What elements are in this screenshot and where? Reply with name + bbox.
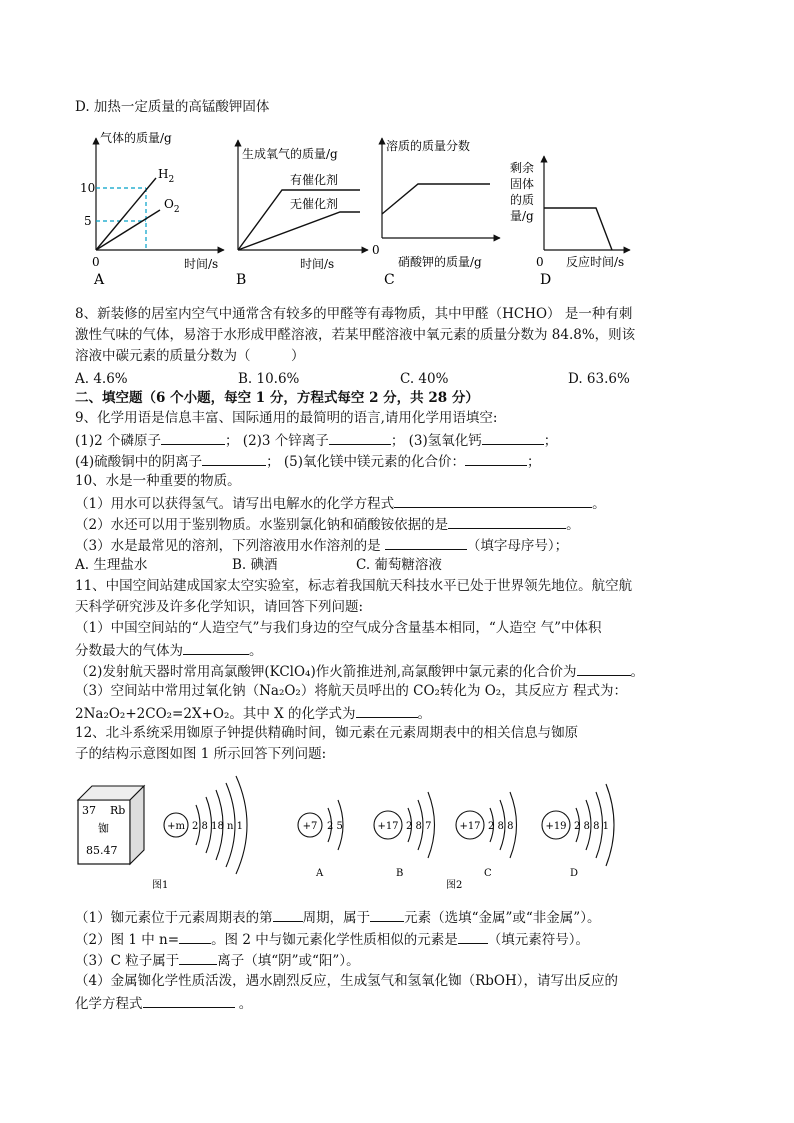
q12-a1b-text: 周期，属于 — [302, 910, 371, 926]
graph-a-tick-10: 10 — [80, 181, 96, 195]
q10-part-1: （1）用水可以获得氢气。请写出电解水的化学方程式 — [75, 496, 395, 512]
q12-a5-text: 化学方程式 — [75, 996, 143, 1012]
q9-line-2 — [75, 430, 557, 450]
q10-part-3-end: （填字母序号）； — [466, 538, 569, 554]
rb-element-tile — [78, 786, 144, 864]
q12-answer-5 — [75, 993, 252, 1013]
q12-blank-4[interactable] — [458, 929, 488, 944]
graph-a-h2-label: $H_2$ — [158, 167, 175, 185]
graph-c — [372, 138, 500, 288]
atom-d-nucleus: +19 — [545, 821, 567, 832]
q8-option-a: A. 4.6% — [75, 371, 128, 387]
atom-a-label: A — [316, 868, 324, 879]
q12-figures — [0, 770, 794, 890]
atom-c-nucleus: +17 — [459, 821, 481, 832]
q9-part-2: ； (2)3 个锌离子 — [225, 433, 329, 449]
section-2-heading: 二、填空题（6 个小题，每空 1 分，方程式每空 2 分，共 28 分） — [75, 390, 479, 406]
atom-b — [374, 792, 435, 879]
graph-a-origin: 0 — [92, 255, 100, 269]
graph-b-catalyst-label: 有催化剂 — [290, 173, 339, 187]
q12-answer-2 — [75, 929, 589, 949]
graph-c-letter: C — [384, 272, 395, 288]
q9-blank-2[interactable] — [329, 430, 391, 445]
rb-atom-structure — [164, 776, 247, 874]
q11-line-6: （3）空间站中常用过氧化钠（Na₂O₂）将航天员呼出的 CO₂转化为 O₂，其反应方 程式为： — [75, 683, 628, 699]
atom-b-shells: 2 8 7 — [406, 821, 432, 832]
q9-part-5-end: ； — [527, 454, 541, 470]
rb-atomic-number: 37 — [82, 804, 96, 817]
q11-part-2-end: 。 — [630, 664, 645, 680]
atom-a-nucleus: +7 — [302, 821, 318, 832]
q12-blank-2[interactable] — [370, 907, 404, 922]
q8-line-3: 溶液中碳元素的质量分数为（ ） — [75, 348, 305, 364]
rb-shells: 2 8 18 n 1 — [192, 821, 243, 832]
q12-blank-1[interactable] — [273, 907, 303, 922]
graph-a-o2-label: $O_2$ — [164, 197, 180, 215]
q12-answer-1 — [75, 907, 600, 927]
q9-part-3: ； (3)氢氧化钙 — [390, 433, 482, 449]
q9-blank-1[interactable] — [161, 430, 225, 445]
q12-a3b-text: 离子（填“阴”或“阳”）。 — [217, 953, 360, 969]
atom-d — [542, 784, 614, 879]
q12-a1c-text: 元素（选填“金属”或“非金属”）。 — [404, 910, 601, 926]
graph-d — [510, 156, 630, 288]
q9-part-4: (4)硫酸铜中的阴离子 — [75, 454, 203, 470]
q11-line-5 — [75, 661, 644, 681]
q9-blank-5[interactable] — [465, 451, 527, 466]
q10-blank-2[interactable] — [448, 514, 566, 529]
q11-line-3: （1）中国空间站的“人造空气”与我们身边的空气成分含量基本相同，“人造空 气”中体积 — [75, 620, 602, 636]
q10-option-a: A. 生理盐水 — [75, 557, 148, 573]
q12-a1-text: （1）铷元素位于元素周期表的第 — [75, 910, 273, 926]
q11-blank-2[interactable] — [577, 661, 631, 676]
q7-graphs — [0, 128, 794, 288]
q11-line-1: 11、中国空间站建成国家太空实验室，标志着我国航天科技水平已处于世界领先地位。航空航 — [75, 578, 633, 594]
q10-line-4 — [75, 535, 568, 555]
graph-c-ylabel: 溶质的质量分数 — [386, 139, 471, 153]
q9-part-3-end: ； — [543, 433, 558, 449]
graph-b-ylabel: 生成氧气的质量/g — [242, 147, 338, 161]
q11-line-4 — [75, 640, 263, 660]
q9-line-1: 9、化学用语是信息丰富、国际通用的最简明的语言,请用化学用语填空: — [75, 410, 498, 426]
atom-c — [456, 792, 517, 879]
q11-part-3: 2Na₂O₂+2CO₂=2X+O₂。其中 X 的化学式为 — [75, 706, 356, 722]
q12-blank-3[interactable] — [179, 929, 211, 944]
q11-part-2: （2)发射航天器时常用高氯酸钾(KClO₄)作火箭推进剂,高氯酸钾中氯元素的化合价为 — [75, 664, 577, 680]
graph-d-ylabel-3: 的质 — [510, 193, 535, 207]
q12-a2c-text: （填元素符号）。 — [487, 932, 589, 948]
graph-a-tick-5: 5 — [84, 214, 92, 228]
q12-a2b-text: 。图 2 中与铷元素化学性质相似的元素是 — [211, 932, 458, 948]
q10-part-1-end: 。 — [592, 496, 606, 512]
q9-line-3 — [75, 451, 541, 471]
q11-line-2: 天科学研究涉及许多化学知识，请回答下列问题: — [75, 599, 364, 615]
graph-a — [80, 130, 224, 288]
graph-d-letter: D — [540, 272, 552, 288]
q10-option-c: C. 葡萄糖溶液 — [356, 557, 442, 573]
graph-d-origin: 0 — [536, 255, 544, 269]
graph-c-xlabel: 硝酸钾的质量/g — [398, 255, 482, 269]
graph-a-letter: A — [94, 272, 105, 288]
rb-nucleus: +m — [167, 821, 185, 832]
atom-b-nucleus: +17 — [377, 821, 399, 832]
q10-option-b: B. 碘酒 — [232, 557, 278, 573]
q12-line-1: 12、北斗系统采用铷原子钟提供精确时间，铷元素在元素周期表中的相关信息与铷原 — [75, 725, 579, 741]
q12-answer-4: （4）金属铷化学性质活泼，遇水剧烈反应，生成氢气和氢氧化铷（RbOH），请写出反应的 — [75, 973, 618, 989]
q9-part-5: ； (5)氧化镁中镁元素的化合价： — [266, 454, 466, 470]
graph-a-xlabel: 时间/s — [184, 257, 219, 271]
figure-2-caption: 图2 — [446, 880, 463, 890]
q8-option-d: D. 63.6% — [568, 371, 630, 387]
rb-name: 铷 — [98, 822, 109, 835]
q10-line-1: 10、水是一种重要的物质。 — [75, 473, 241, 489]
q10-part-3: （3）水是最常见的溶剂，下列溶液用水作溶剂的是 — [75, 538, 385, 554]
q11-part-3-end: 。 — [417, 706, 432, 722]
q11-part-1: 分数最大的气体为 — [75, 643, 183, 659]
q9-blank-4[interactable] — [202, 451, 266, 466]
graph-d-ylabel-2: 固体 — [510, 177, 535, 191]
q12-line-2: 子的结构示意图如图 1 所示回答下列问题: — [75, 746, 327, 762]
q9-part-1: (1)2 个磷原子 — [75, 433, 162, 449]
q10-blank-3[interactable] — [385, 535, 467, 550]
q10-part-2-end: 。 — [566, 517, 580, 533]
graph-b-xlabel: 时间/s — [300, 257, 335, 271]
graph-b-nocatalyst-label: 无催化剂 — [290, 197, 339, 211]
q8-line-1: 8、新装修的居室内空气中通常含有较多的甲醛等有毒物质，其中甲醛（HCHO） 是一种有刺 — [75, 306, 633, 322]
figure-1-caption: 图1 — [152, 880, 169, 890]
graph-d-ylabel-1: 剩余 — [510, 161, 535, 175]
atom-b-label: B — [396, 868, 404, 879]
q7-option-d: D. 加热一定质量的高锰酸钾固体 — [75, 99, 270, 115]
atom-c-shells: 2 8 8 — [488, 821, 514, 832]
q11-part-1-end: 。 — [249, 643, 263, 659]
q12-blank-6[interactable] — [143, 993, 235, 1008]
graph-c-origin: 0 — [372, 243, 380, 257]
q9-blank-3[interactable] — [482, 430, 544, 445]
atom-d-shells: 2 8 8 1 — [574, 821, 609, 832]
q12-blank-5[interactable] — [179, 950, 217, 965]
atom-a-shells: 2 5 — [327, 821, 343, 832]
q10-part-2: （2）水还可以用于鉴别物质。水鉴别氯化钠和硝酸铵依据的是 — [75, 517, 449, 533]
q11-line-7 — [75, 703, 431, 723]
graph-a-ylabel: 气体的质量/g — [100, 131, 172, 145]
q10-line-3 — [75, 514, 580, 534]
q10-blank-1[interactable] — [394, 493, 592, 508]
q10-line-2 — [75, 493, 606, 513]
graph-b — [236, 140, 368, 288]
graph-d-ylabel-4: 量/g — [510, 209, 534, 223]
q12-a3-text: （3）C 粒子属于 — [75, 953, 180, 969]
atom-d-label: D — [570, 868, 579, 879]
atom-a — [298, 800, 343, 879]
graph-b-letter: B — [236, 272, 247, 288]
q11-blank-1[interactable] — [183, 640, 249, 655]
atom-c-label: C — [484, 868, 492, 879]
rb-atomic-mass: 85.47 — [86, 844, 118, 857]
graph-d-xlabel: 反应时间/s — [566, 255, 625, 269]
q12-answer-3 — [75, 950, 360, 970]
q8-line-2: 激性气味的气体，易溶于水形成甲醛溶液，若某甲醛溶液中氧元素的质量分数为 84.8%，则该 — [75, 327, 636, 343]
rb-symbol: Rb — [110, 804, 126, 817]
q12-a2-text: （2）图 1 中 n= — [75, 932, 180, 948]
q11-blank-3[interactable] — [356, 703, 418, 718]
q8-option-b: B. 10.6% — [238, 371, 300, 387]
q12-a5-end: 。 — [234, 996, 253, 1012]
q8-option-c: C. 40% — [400, 371, 449, 387]
